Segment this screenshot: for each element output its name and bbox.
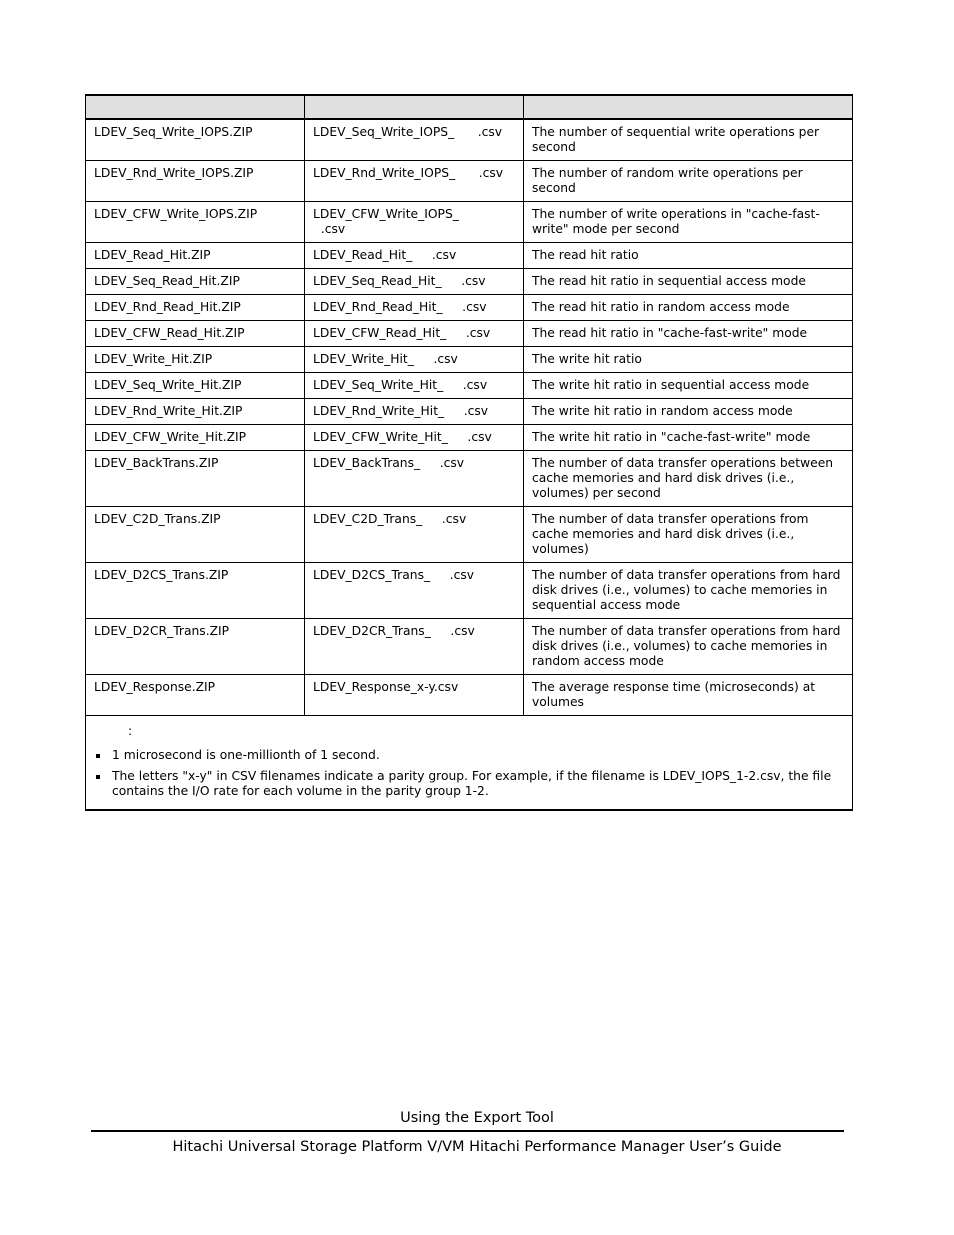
footer-section-text: Using the Export Tool bbox=[400, 1110, 554, 1126]
note-item: The letters "x-y" in CSV filenames indicate a parity group. For example, if the filename is LDEV_IOPS_1-2.csv, the file contains the I/O rate for each volume in the parity group 1-2. bbox=[94, 769, 844, 799]
table-row bbox=[86, 373, 853, 399]
csv-file-cell: LDEV_CFW_Write_IOPS_ .csv bbox=[305, 202, 524, 243]
zip-file-cell: LDEV_Rnd_Read_Hit.ZIP bbox=[86, 295, 305, 321]
zip-file-cell: LDEV_Read_Hit.ZIP bbox=[86, 243, 305, 269]
description-cell: The write hit ratio in sequential access mode bbox=[524, 373, 853, 399]
table-row bbox=[86, 675, 853, 716]
csv-file-cell: LDEV_C2D_Trans_ .csv bbox=[305, 507, 524, 563]
description-cell: The read hit ratio in sequential access mode bbox=[524, 269, 853, 295]
notes-row bbox=[86, 716, 853, 811]
table-row bbox=[86, 295, 853, 321]
description-cell: The read hit ratio bbox=[524, 243, 853, 269]
csv-file-cell: LDEV_Rnd_Write_Hit_ .csv bbox=[305, 399, 524, 425]
zip-file-cell: LDEV_BackTrans.ZIP bbox=[86, 451, 305, 507]
description-cell: The number of write operations in "cache-fast-write" mode per second bbox=[524, 202, 853, 243]
csv-file-cell: LDEV_Seq_Write_IOPS_ .csv bbox=[305, 119, 524, 161]
footer-divider bbox=[91, 1130, 844, 1132]
csv-file-cell: LDEV_Response_x-y.csv bbox=[305, 675, 524, 716]
description-cell: The number of random write operations per second bbox=[524, 161, 853, 202]
description-cell: The read hit ratio in "cache-fast-write" mode bbox=[524, 321, 853, 347]
zip-file-cell: LDEV_Response.ZIP bbox=[86, 675, 305, 716]
zip-file-cell: LDEV_D2CS_Trans.ZIP bbox=[86, 563, 305, 619]
description-cell: The average response time (microseconds) at volumes bbox=[524, 675, 853, 716]
description-cell: The number of sequential write operations per second bbox=[524, 119, 853, 161]
description-cell: The read hit ratio in random access mode bbox=[524, 295, 853, 321]
table-row bbox=[86, 161, 853, 202]
zip-file-cell: LDEV_Rnd_Write_IOPS.ZIP bbox=[86, 161, 305, 202]
csv-file-cell: LDEV_Read_Hit_ .csv bbox=[305, 243, 524, 269]
table-notes bbox=[86, 716, 853, 811]
footer-section-title bbox=[0, 1108, 954, 1128]
table-row bbox=[86, 269, 853, 295]
zip-file-cell: LDEV_Seq_Write_IOPS.ZIP bbox=[86, 119, 305, 161]
zip-file-cell: LDEV_Rnd_Write_Hit.ZIP bbox=[86, 399, 305, 425]
header-zip-file bbox=[86, 95, 305, 119]
zip-file-cell: LDEV_Seq_Read_Hit.ZIP bbox=[86, 269, 305, 295]
zip-file-cell: LDEV_CFW_Read_Hit.ZIP bbox=[86, 321, 305, 347]
footer-guide-title: Hitachi Universal Storage Platform V/VM Hitachi Performance Manager User’s Guide bbox=[172, 1139, 782, 1155]
table-row bbox=[86, 399, 853, 425]
table-header-row bbox=[86, 95, 853, 119]
zip-file-cell: LDEV_Write_Hit.ZIP bbox=[86, 347, 305, 373]
zip-file-cell: LDEV_CFW_Write_Hit.ZIP bbox=[86, 425, 305, 451]
table-row bbox=[86, 507, 853, 563]
notes-cell bbox=[86, 716, 853, 811]
csv-file-cell: LDEV_Seq_Write_Hit_ .csv bbox=[305, 373, 524, 399]
table-row bbox=[86, 619, 853, 675]
description-cell: The number of data transfer operations between cache memories and hard disk drives (i.e., volumes) per second bbox=[524, 451, 853, 507]
csv-file-cell: LDEV_Rnd_Read_Hit_ .csv bbox=[305, 295, 524, 321]
header-description bbox=[524, 95, 853, 119]
csv-file-cell: LDEV_Seq_Read_Hit_ .csv bbox=[305, 269, 524, 295]
table-row bbox=[86, 347, 853, 373]
table-header bbox=[86, 95, 853, 119]
description-cell: The number of data transfer operations from hard disk drives (i.e., volumes) to cache memories in random access mode bbox=[524, 619, 853, 675]
table-row bbox=[86, 451, 853, 507]
csv-file-cell: LDEV_Write_Hit_ .csv bbox=[305, 347, 524, 373]
zip-file-cell: LDEV_C2D_Trans.ZIP bbox=[86, 507, 305, 563]
csv-file-cell: LDEV_D2CR_Trans_ .csv bbox=[305, 619, 524, 675]
description-cell: The number of data transfer operations from hard disk drives (i.e., volumes) to cache memories in sequential access mode bbox=[524, 563, 853, 619]
header-csv-file bbox=[305, 95, 524, 119]
description-cell: The write hit ratio bbox=[524, 347, 853, 373]
zip-file-cell: LDEV_CFW_Write_IOPS.ZIP bbox=[86, 202, 305, 243]
description-cell: The number of data transfer operations from cache memories and hard disk drives (i.e., volumes) bbox=[524, 507, 853, 563]
table-row bbox=[86, 202, 853, 243]
zip-file-cell: LDEV_Seq_Write_Hit.ZIP bbox=[86, 373, 305, 399]
table-row bbox=[86, 425, 853, 451]
table-row bbox=[86, 243, 853, 269]
description-cell: The write hit ratio in random access mode bbox=[524, 399, 853, 425]
table-row bbox=[86, 321, 853, 347]
notes-list bbox=[94, 748, 844, 799]
csv-file-cell: LDEV_Rnd_Write_IOPS_ .csv bbox=[305, 161, 524, 202]
csv-file-cell: LDEV_D2CS_Trans_ .csv bbox=[305, 563, 524, 619]
description-cell: The write hit ratio in "cache-fast-write" mode bbox=[524, 425, 853, 451]
notes-label: : bbox=[128, 724, 133, 738]
note-item: 1 microsecond is one-millionth of 1 second. bbox=[94, 748, 844, 763]
zip-file-cell: LDEV_D2CR_Trans.ZIP bbox=[86, 619, 305, 675]
export-file-table bbox=[85, 94, 853, 811]
csv-file-cell: LDEV_BackTrans_ .csv bbox=[305, 451, 524, 507]
csv-file-cell: LDEV_CFW_Read_Hit_ .csv bbox=[305, 321, 524, 347]
table-row bbox=[86, 563, 853, 619]
csv-file-cell: LDEV_CFW_Write_Hit_ .csv bbox=[305, 425, 524, 451]
table-row bbox=[86, 119, 853, 161]
table-body bbox=[86, 119, 853, 716]
